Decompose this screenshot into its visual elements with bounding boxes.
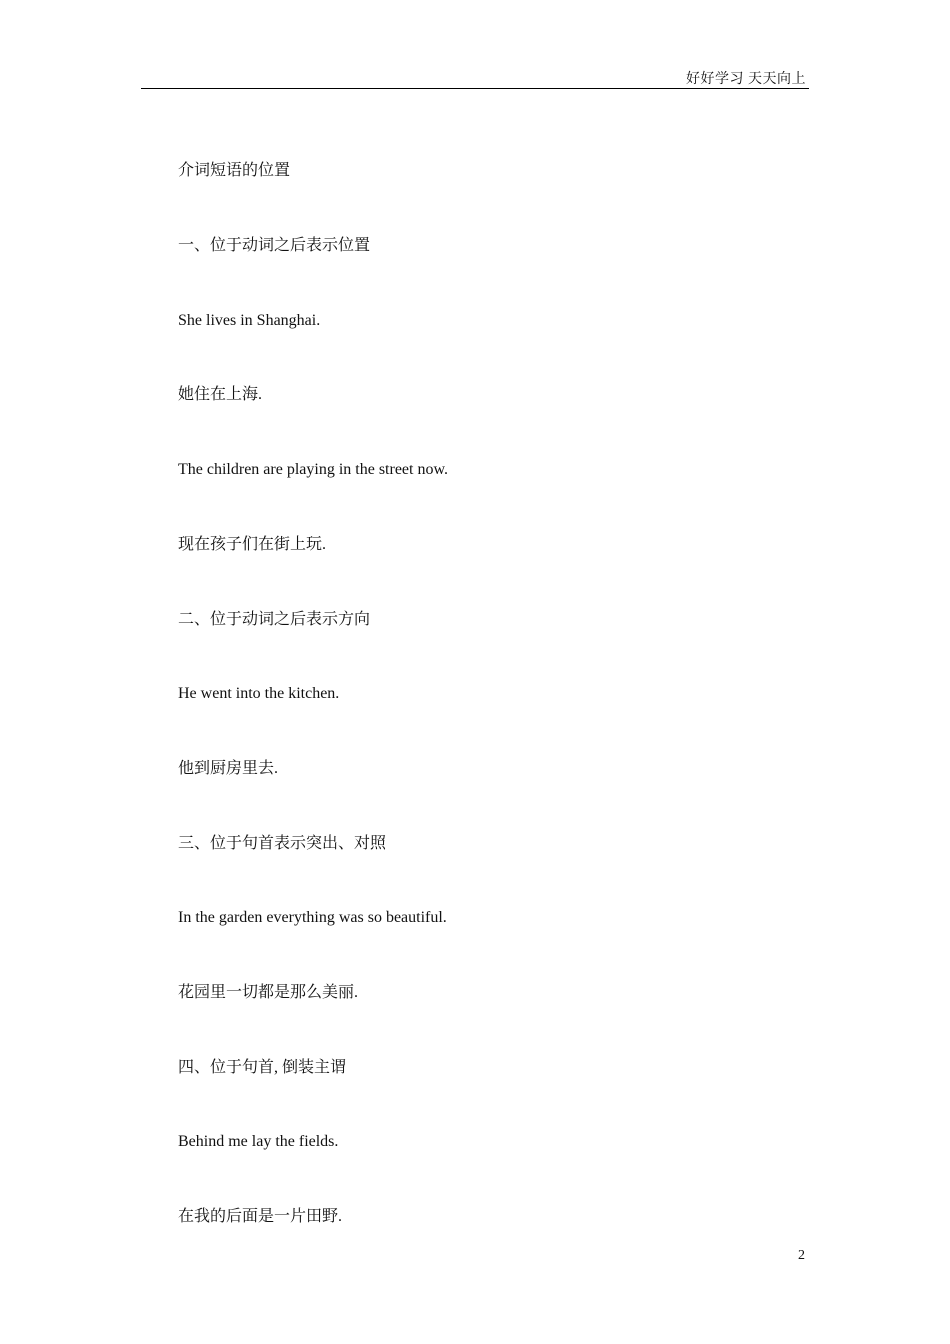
section-title: 介词短语的位置 [178, 162, 291, 179]
example-sentence: The children are playing in the street now. [178, 461, 448, 478]
example-translation: 花园里一切都是那么美丽. [178, 984, 359, 1001]
heading-direction: 二、位于动词之后表示方向 [178, 611, 371, 628]
example-sentence: She lives in Shanghai. [178, 312, 321, 329]
heading-emphasis: 三、位于句首表示突出、对照 [178, 835, 387, 852]
example-translation: 她住在上海. [178, 386, 263, 403]
header-motto: 好好学习 天天向上 [686, 72, 806, 87]
example-translation: 在我的后面是一片田野. [178, 1208, 343, 1225]
example-translation: 他到厨房里去. [178, 760, 279, 777]
example-sentence: He went into the kitchen. [178, 685, 340, 702]
heading-inversion: 四、位于句首, 倒装主谓 [178, 1059, 347, 1076]
header-divider [141, 88, 809, 89]
example-sentence: Behind me lay the fields. [178, 1133, 339, 1150]
example-translation: 现在孩子们在街上玩. [178, 536, 327, 553]
page-number: 2 [798, 1248, 805, 1263]
heading-position: 一、位于动词之后表示位置 [178, 237, 371, 254]
example-sentence: In the garden everything was so beautiful. [178, 909, 447, 926]
